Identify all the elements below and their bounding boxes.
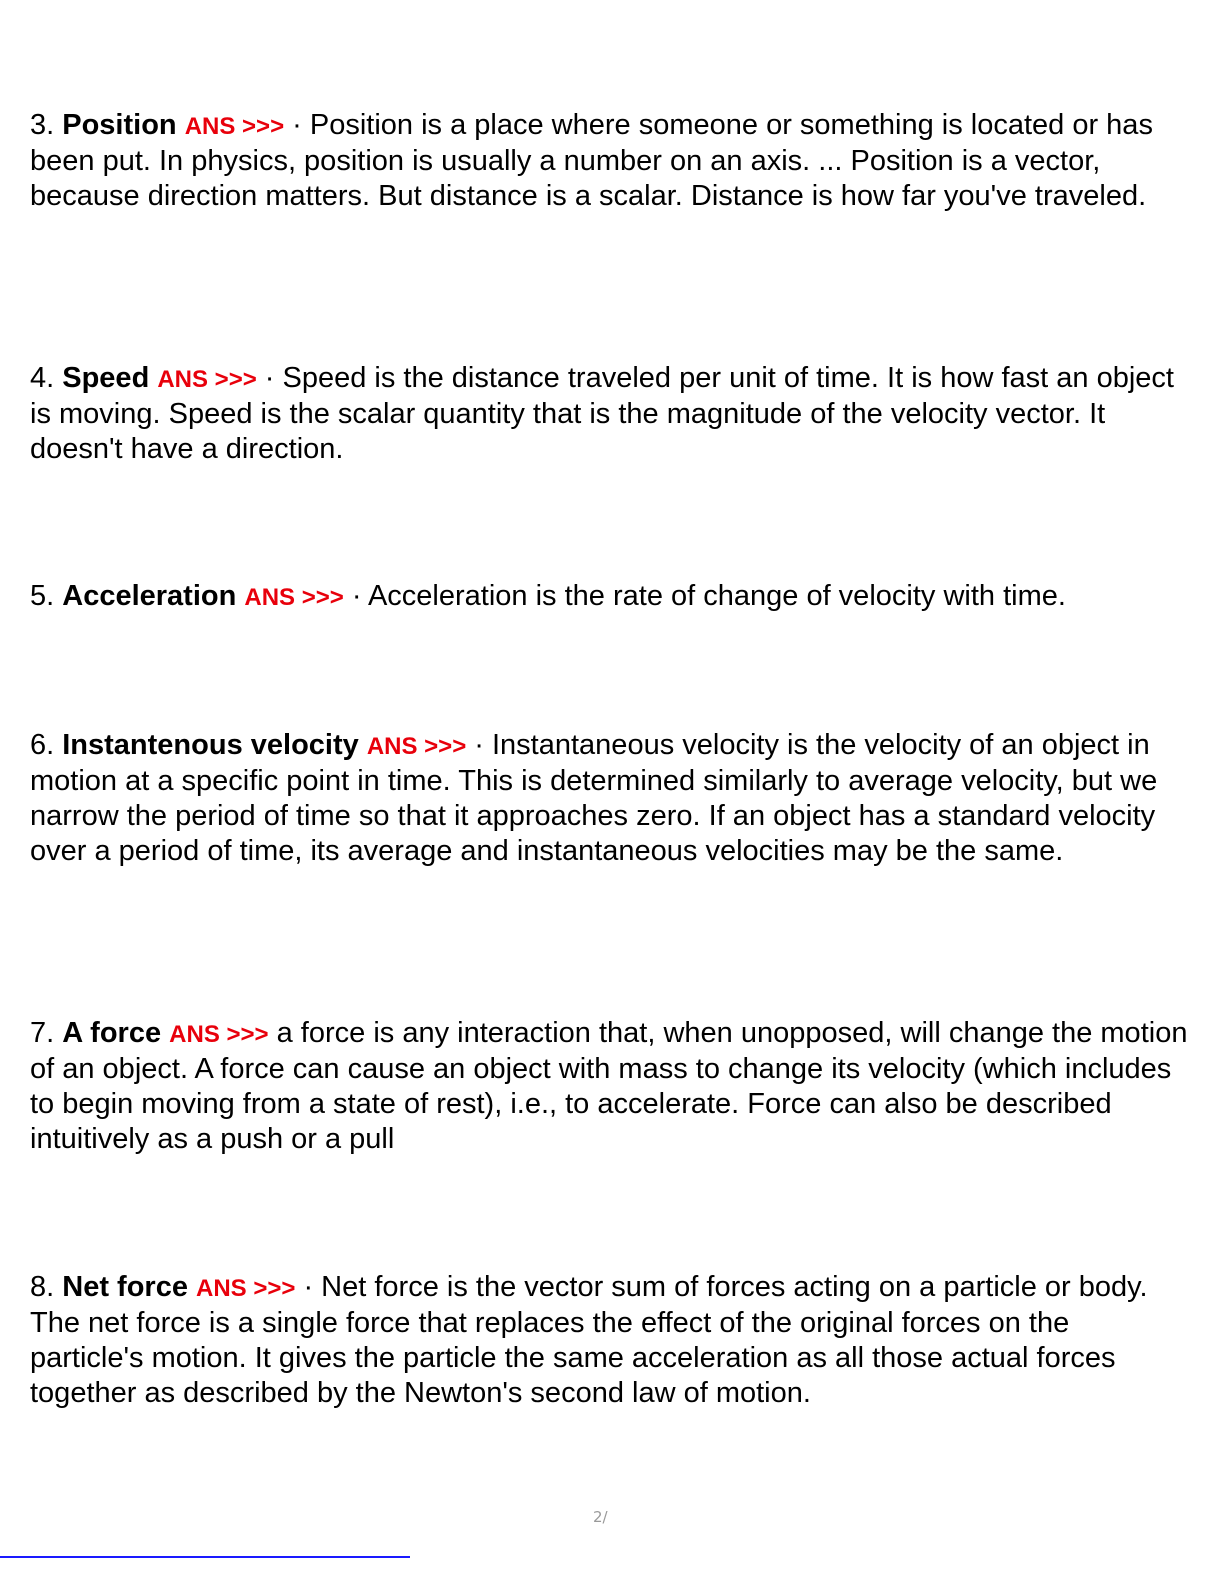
- item-term: Speed: [62, 362, 150, 394]
- item-number: 4.: [30, 362, 55, 394]
- item-answer: · Acceleration is the rate of change of velocity with time.: [351, 580, 1066, 612]
- footer-divider: [0, 1556, 410, 1558]
- item-term: Net force: [62, 1271, 188, 1303]
- ans-marker: ANS >>>: [157, 366, 257, 393]
- item-number: 7.: [30, 1017, 55, 1049]
- item-number: 8.: [30, 1271, 55, 1303]
- item-answer: · Instantaneous velocity is the velocity of an object in motion at a specific point in time. This is determined similarly to average velocity, but we narrow the period of time so that it approaches zero. If an object has a standard velocity over a period of time, its average and instantaneous velocities may be the same.: [30, 729, 1158, 867]
- item-number: 3.: [30, 109, 55, 141]
- item-answer: · Position is a place where someone or something is located or has been put. In physics, position is usually a number on an axis. ... Position is a vector, because direction matters. But distance is a scalar. Distance is how far you've traveled.: [30, 109, 1153, 212]
- item-term: Acceleration: [62, 580, 237, 612]
- item-answer: · Speed is the distance traveled per unit of time. It is how fast an object is moving. Speed is the scalar quantity that is the magnitude of the velocity vector. It doesn't have a direction.: [30, 362, 1174, 465]
- ans-marker: ANS >>>: [244, 584, 344, 611]
- qa-item-instantaneous-velocity: [30, 728, 1190, 869]
- item-number: 6.: [30, 729, 55, 761]
- qa-item-net-force: [30, 1270, 1190, 1411]
- item-term: Position: [62, 109, 177, 141]
- ans-marker: ANS >>>: [366, 733, 467, 760]
- qa-item-force: [30, 1016, 1190, 1157]
- page-number: 2/: [593, 1508, 608, 1526]
- item-number: 5.: [30, 580, 55, 612]
- ans-marker: ANS >>>: [184, 113, 285, 140]
- qa-item-position: [30, 108, 1190, 214]
- qa-item-acceleration: [30, 579, 1190, 615]
- qa-item-speed: [30, 361, 1190, 467]
- item-term: Instantenous velocity: [62, 729, 359, 761]
- item-term: A force: [62, 1017, 162, 1049]
- item-answer: a force is any interaction that, when unopposed, will change the motion of an object. A force can cause an object with mass to change its velocity (which includes to begin moving from a state of rest), i.e., to accelerate. Force can also be described intuitively as a push or a pull: [30, 1017, 1188, 1155]
- ans-marker: ANS >>>: [169, 1021, 269, 1048]
- ans-marker: ANS >>>: [196, 1275, 296, 1302]
- item-answer: · Net force is the vector sum of forces acting on a particle or body. The net force is a single force that replaces the effect of the original forces on the particle's motion. It gives the particle the same acceleration as all those actual forces together as described by the Newton's second law of motion.: [30, 1271, 1148, 1409]
